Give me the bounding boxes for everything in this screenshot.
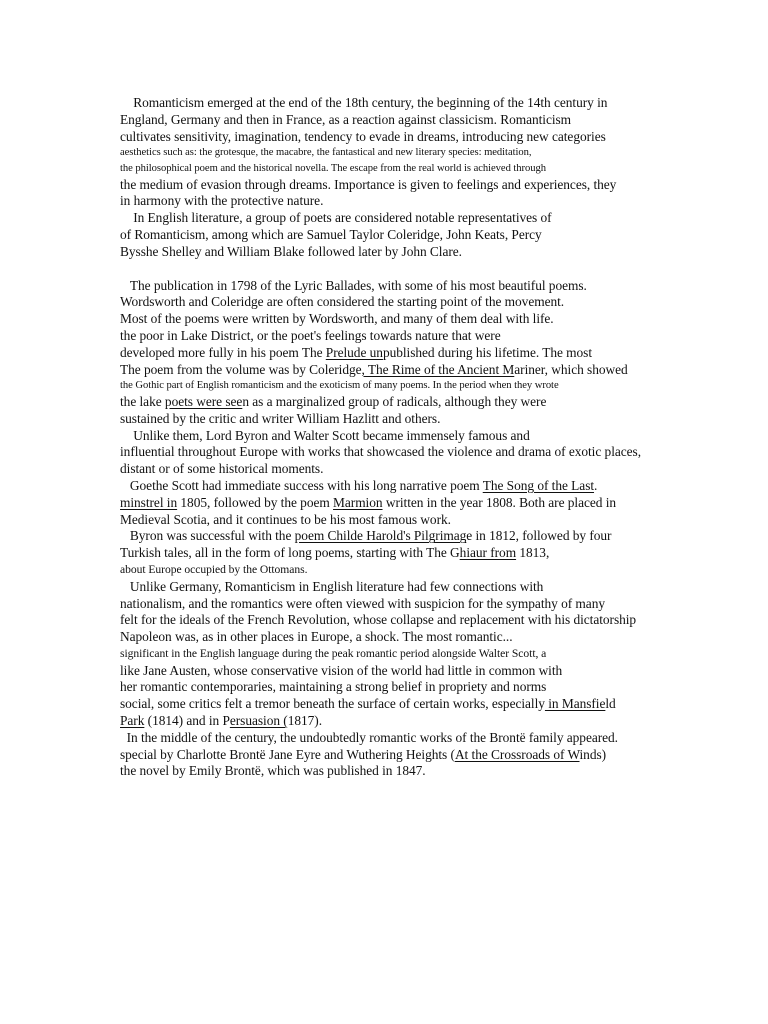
underlined-text: Park [120,713,145,729]
text-line: Medieval Scotia, and it continues to be his most famous work. [120,511,451,527]
text-line: Most of the poems were written by Wordsworth, and many of them deal with life. [120,311,554,327]
text-line: like Jane Austen, whose conservative vision of the world had little in common with [120,662,563,678]
text-line: in harmony with the protective nature. [120,193,324,209]
text-line: the poor in Lake District, or the poet's feelings towards nature that were [120,327,501,343]
text-line: In the middle of the century, the undoubtedly romantic works of the Brontë family appeared. [126,729,618,745]
underlined-text: , The Rime of the Ancient M [361,361,515,377]
text-line: Byron was successful with the poem Childe Harold's Pilgrimage in 1812, followed by four [129,528,612,544]
text-line: Goethe Scott had immediate success with his long narrative poem The Song of the Last. [129,477,598,493]
underlined-text: hiaur from [459,545,517,561]
text-line: aesthetics such as: the grotesque, the macabre, the fantastical and new literary species: meditation, [120,147,532,159]
text-line: the medium of evasion through dreams. Importance is given to feelings and experiences, they [120,176,617,192]
underlined-text: At the Crossroads of W [454,746,580,762]
text-line: Park (1814) and in Persuasion (1817). [120,713,322,729]
text-line: the Gothic part of English romanticism and the exoticism of many poems. In the period when they wrote [120,380,559,392]
text-line: Unlike Germany, Romanticism in English literature had few connections with [129,578,544,594]
text-line: influential throughout Europe with works that showcased the violence and drama of exotic places, [120,444,641,460]
text-line: England, Germany and then in France, as a reaction against classicism. Romanticism [120,111,572,127]
text-line: Turkish tales, all in the form of long poems, starting with The Ghiaur from 1813, [120,545,550,561]
underlined-text: Marmion [333,494,383,510]
text-line: developed more fully in his poem The Prelude unpublished during his lifetime. The most [120,344,593,360]
text-line: the novel by Emily Brontë, which was published in 1847. [120,763,426,779]
text-line: social, some critics felt a tremor beneath the surface of certain works, especially in Mansfield [120,696,616,712]
underlined-text: Prelude un [325,344,383,360]
text-line: significant in the English language during the peak romantic period alongside Walter Scott, a [120,646,547,660]
text-line: about Europe occupied by the Ottomans. [120,562,308,576]
text-line: Romanticism emerged at the end of the 18th century, the beginning of the 14th century in [133,95,608,110]
underlined-text: poets were see [164,393,243,409]
text-line: Unlike them, Lord Byron and Walter Scott became immensely famous and [133,427,530,443]
text-line: Bysshe Shelley and William Blake followed later by John Clare. [120,243,462,259]
text-line: her romantic contemporaries, maintaining a strong belief in propriety and norms [120,679,547,695]
blank-line [120,261,690,278]
text-line: special by Charlotte Brontë Jane Eyre and Wuthering Heights (At the Crossroads of Winds) [120,746,607,762]
underlined-text: The Song of the Last [482,477,595,493]
text-line: The poem from the volume was by Coleridge, The Rime of the Ancient Mariner, which showed [120,361,628,377]
text-line: the philosophical poem and the historical novella. The escape from the real world is achieved through [120,162,547,174]
text-line: of Romanticism, among which are Samuel Taylor Coleridge, John Keats, Percy [120,226,542,242]
underlined-text: ersuasion ( [229,713,288,729]
text-line: In English literature, a group of poets are considered notable representatives of [133,210,552,226]
text-line: minstrel in 1805, followed by the poem Marmion written in the year 1808. Both are placed in [120,494,617,510]
text-line: distant or of some historical moments. [120,461,324,477]
document-body [120,95,690,780]
underlined-text: minstrel in [120,494,178,510]
text-line: nationalism, and the romantics were often viewed with suspicion for the sympathy of many [120,595,605,611]
text-line: The publication in 1798 of the Lyric Ballades, with some of his most beautiful poems. [129,277,587,293]
text-line: felt for the ideals of the French Revolution, whose collapse and replacement with his dictatorship [120,612,637,628]
text-line: Napoleon was, as in other places in Europe, a shock. The most romantic... [120,629,513,645]
underlined-text: in Mansfie [544,696,606,712]
text-line: cultivates sensitivity, imagination, tendency to evade in dreams, introducing new categories [120,128,606,144]
text-line: sustained by the critic and writer William Hazlitt and others. [120,410,441,426]
text-line: Wordsworth and Coleridge are often considered the starting point of the movement. [120,294,565,310]
text-line: the lake poets were seen as a marginalized group of radicals, although they were [120,393,547,409]
underlined-text: poem Childe Harold's Pilgrimag [294,528,467,544]
